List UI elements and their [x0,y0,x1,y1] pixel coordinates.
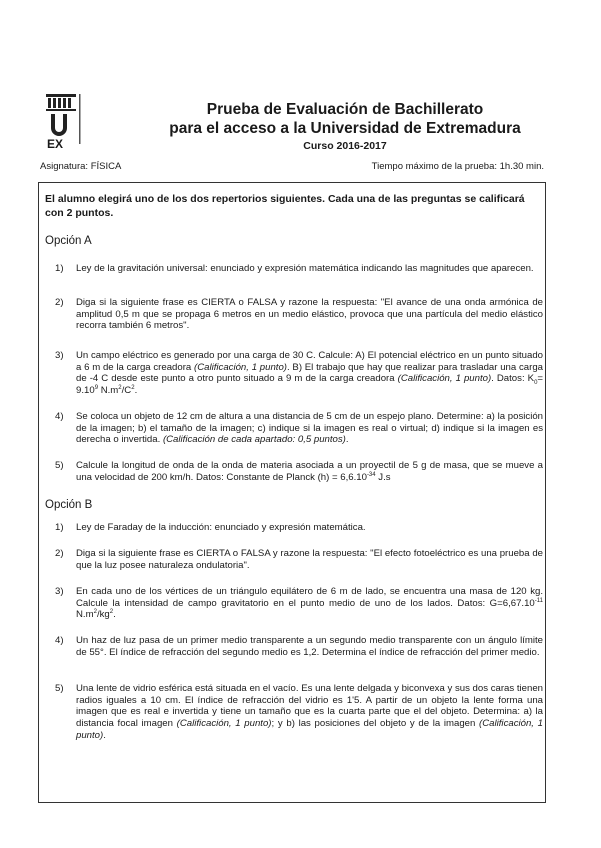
question-number: 4) [55,635,64,646]
option-a-title: Opción A [45,235,92,247]
question-a4 [55,411,543,446]
question-number: 3) [55,586,64,597]
question-b1 [55,522,543,534]
intro: El alumno elegirá uno de los dos repertorios siguientes. Cada una de las preguntas se calificará con 2 puntos. [45,193,525,219]
question-text: Calcule la longitud de onda de la onda de materia asociada a un proyectil de 5 g de masa, que se mueve a una velocidad de 200 km/h. Datos: Constante de Planck $(h) = 6,6.10^{-34}$ J.s [76,460,543,483]
question-number: 2) [55,297,64,308]
title-line1: Prueba de Evaluación de Bachillerato [206,101,484,118]
course: Curso 2016-2017 [303,140,387,152]
title-line2: para el acceso a la Universidad de Extremadura [169,120,521,137]
question-text: Ley de la gravitación universal: enunciado y expresión matemática indicando las magnitudes que aparecen. [76,263,534,274]
question-number: 5) [55,683,64,694]
question-a1 [55,263,543,275]
question-b5 [55,683,543,742]
question-b2 [55,548,543,571]
question-a5 [55,460,543,483]
question-number: 5) [55,460,64,471]
option-b-title: Opción B [45,499,93,511]
question-text: Una lente de vidrio esférica está situada en el vacío. Es una lente delgada y biconvexa y sus dos caras tienen radios iguales a 10 cm. El índice de refracción del vidrio es 1'5. A partir de un objeto la lente forma una imagen que es real e invertida y tiene un tamaño que es la cuarta parte que el del objeto. Determina: a) la distancia focal imagen (Calificación, 1 punto); y b) las posiciones del objeto y de la imagen (Calificación, 1 punto). [76,683,543,741]
question-number: 3) [55,350,64,361]
subject: Asignatura: FÍSICA [40,161,122,172]
exam-box [38,182,546,803]
question-text: Se coloca un objeto de 12 cm de altura a una distancia de 5 cm de un espejo plano. Determine: a) la posición de la imagen; b) el tamaño de la imagen; c) indique si la imagen es real o virtual; d) indique si la imagen es derecha o invertida. (Calificación de cada apartado: 0,5 puntos). [76,411,543,446]
question-b3 [55,586,543,621]
title-block [130,100,560,154]
question-b4 [55,635,543,658]
question-number: 1) [55,522,64,533]
question-text: Un haz de luz pasa de un primer medio transparente a un segundo medio transparente con un ángulo límite de 55°. El índice de refracción del segundo medio es 1,2. Determina el índice de refracción del primer medio. [76,635,543,658]
question-text: Un campo eléctrico es generado por una carga de 30 C. Calcule: A) El potencial eléctrico en un punto situado a 6 m de la carga creadora (Calificación, 1 punto). B) El trabajo que hay que realizar para trasladar una carga de -4 C desde este punto a otro punto situado a 9 m de la carga creadora (Calificación, 1 punto). Datos: $K_0= 9.10^9$ $N.m^2/C^2$. [76,350,544,397]
question-number: 2) [55,548,64,559]
question-text: Diga si la siguiente frase es CIERTA o FALSA y razone la respuesta: "El efecto fotoeléctrico es una prueba de que la luz posee naturaleza ondulatoria". [76,548,543,571]
question-a3 [55,350,543,397]
question-text: Ley de Faraday de la inducción: enunciado y expresión matemática. [76,522,366,533]
question-number: 4) [55,411,64,422]
question-a2 [55,297,543,332]
question-text: Diga si la siguiente frase es CIERTA o FALSA y razone la respuesta: "El avance de una onda armónica de amplitud 0,5 m que se propaga 6 metros en un medio elástico, provoca que una partícula del medio elástico recorra también 6 metros". [76,297,543,332]
question-text: En cada uno de los vértices de un triángulo equilátero de 6 m de lado, se encuentra una masa de 120 kg. Calcule la intensidad de campo gravitatorio en el punto medio de uno de los lados. Datos: $G=6,67.10^{-11}$ $N.m^2/kg^2$. [76,586,543,621]
logo-ex: EX [47,137,64,151]
time-limit: Tiempo máximo de la prueba: 1h.30 min. [371,161,544,172]
question-number: 1) [55,263,64,274]
